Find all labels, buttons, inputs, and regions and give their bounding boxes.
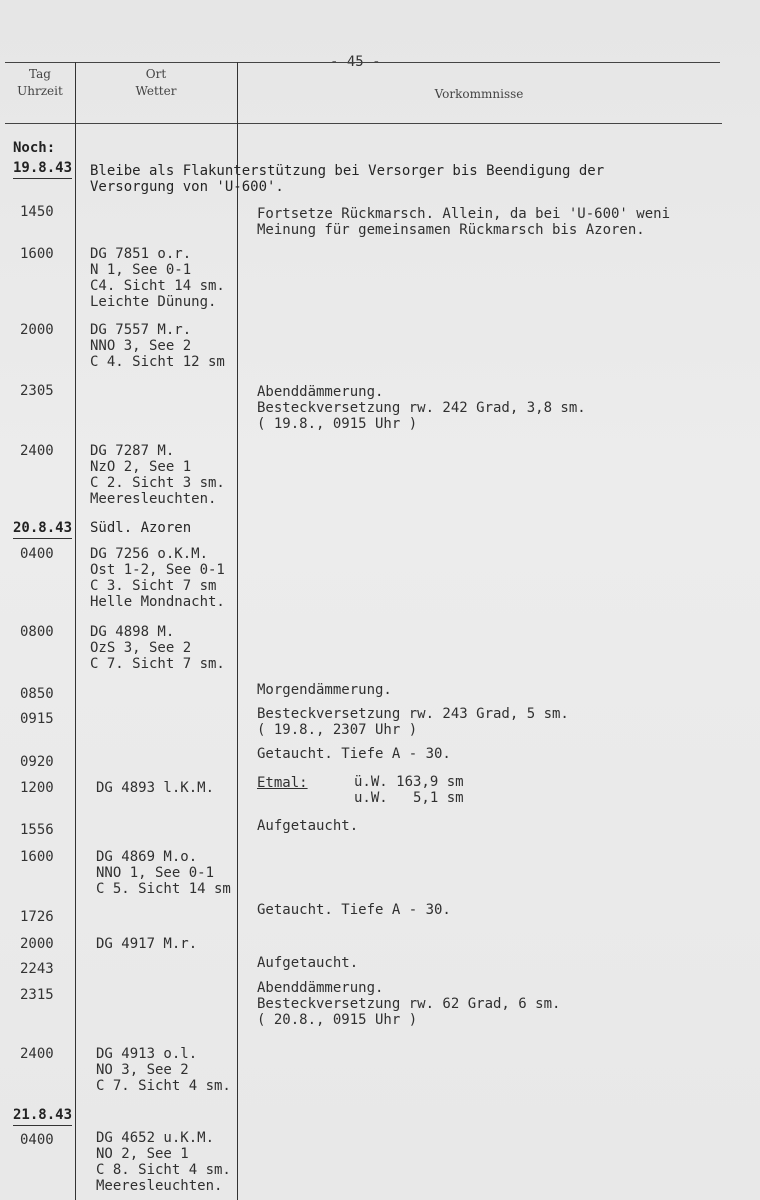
header-wetter: Wetter bbox=[135, 84, 177, 98]
time-1450: 1450 bbox=[20, 204, 54, 220]
date-21-8-43: 21.8.43 bbox=[13, 1107, 72, 1123]
ort-2000-b: DG 4917 M.r. bbox=[96, 936, 198, 952]
time-1556: 1556 bbox=[20, 822, 54, 838]
event-2243: Aufgetaucht. bbox=[257, 955, 359, 971]
ort-2000: DG 7557 M.r. NNO 3, See 2 C 4. Sicht 12 sm bbox=[90, 322, 225, 370]
ort-2400: DG 7287 M. NzO 2, See 1 C 2. Sicht 3 sm. Meeresleuchten. bbox=[90, 443, 225, 507]
entry-20-8-location: Südl. Azoren bbox=[90, 520, 192, 536]
event-1450: Fortsetze Rückmarsch. Allein, da bei 'U-600' weni Meinung für gemeinsamen Rückmarsch bis Azoren. bbox=[257, 206, 671, 238]
time-0400: 0400 bbox=[20, 546, 54, 562]
time-0850: 0850 bbox=[20, 686, 54, 702]
header-bottom-rule bbox=[5, 123, 722, 124]
time-2243: 2243 bbox=[20, 961, 54, 977]
ort-1200: DG 4893 l.K.M. bbox=[96, 780, 215, 796]
date-20-8-43: 20.8.43 bbox=[13, 520, 72, 536]
header-ort-wetter bbox=[76, 66, 236, 100]
time-0800: 0800 bbox=[20, 624, 54, 640]
time-2305: 2305 bbox=[20, 383, 54, 399]
ort-0400: DG 7256 o.K.M. Ost 1-2, See 0-1 C 3. Sicht 7 sm Helle Mondnacht. bbox=[90, 546, 225, 610]
time-2000-b: 2000 bbox=[20, 936, 54, 952]
time-0400-b: 0400 bbox=[20, 1132, 54, 1148]
header-tag: Tag bbox=[29, 67, 51, 81]
time-0915: 0915 bbox=[20, 711, 54, 727]
ort-0800: DG 4898 M. OzS 3, See 2 C 7. Sicht 7 sm. bbox=[90, 624, 225, 672]
event-2305: Abenddämmerung. Besteckversetzung rw. 242 Grad, 3,8 sm. ( 19.8., 0915 Uhr ) bbox=[257, 384, 586, 432]
ort-2400-b: DG 4913 o.l. NO 3, See 2 C 7. Sicht 4 sm. bbox=[96, 1046, 231, 1094]
page-number: - 45 - bbox=[330, 54, 381, 70]
time-2400-b: 2400 bbox=[20, 1046, 54, 1062]
date-19-8-43: 19.8.43 bbox=[13, 160, 72, 176]
header-uhrzeit: Uhrzeit bbox=[17, 84, 63, 98]
time-2400: 2400 bbox=[20, 443, 54, 459]
event-0920: Getaucht. Tiefe A - 30. bbox=[257, 746, 451, 762]
time-2000: 2000 bbox=[20, 322, 54, 338]
ort-1600: DG 7851 o.r. N 1, See 0-1 C4. Sicht 14 sm. Leichte Dünung. bbox=[90, 246, 225, 310]
event-2315: Abenddämmerung. Besteckversetzung rw. 62 Grad, 6 sm. ( 20.8., 0915 Uhr ) bbox=[257, 980, 561, 1028]
time-1600-b: 1600 bbox=[20, 849, 54, 865]
header-top-rule bbox=[5, 62, 720, 63]
entry-19-8-text: Bleibe als Flakunterstützung bei Versorger bis Beendigung der Versorgung von 'U-600'. bbox=[90, 163, 605, 195]
time-0920: 0920 bbox=[20, 754, 54, 770]
event-0850: Morgendämmerung. bbox=[257, 682, 392, 698]
event-1556: Aufgetaucht. bbox=[257, 818, 359, 834]
event-1200-etmal: ü.W. 163,9 sm u.W. 5,1 sm bbox=[354, 774, 464, 806]
noch-label: Noch: bbox=[13, 140, 56, 156]
column-rule-1 bbox=[75, 62, 76, 1200]
ort-1600-b: DG 4869 M.o. NNO 1, See 0-1 C 5. Sicht 14 sm bbox=[96, 849, 231, 897]
event-0915: Besteckversetzung rw. 243 Grad, 5 sm. ( 19.8., 2307 Uhr ) bbox=[257, 706, 569, 738]
ort-0400-b: DG 4652 u.K.M. NO 2, See 1 C 8. Sicht 4 sm. Meeresleuchten. bbox=[96, 1130, 231, 1194]
time-1200: 1200 bbox=[20, 780, 54, 796]
time-2315: 2315 bbox=[20, 987, 54, 1003]
header-tag-uhrzeit bbox=[5, 66, 75, 100]
column-rule-2 bbox=[237, 62, 238, 1200]
header-vorkommnisse: Vorkommnisse bbox=[434, 87, 524, 101]
time-1726: 1726 bbox=[20, 909, 54, 925]
event-1726: Getaucht. Tiefe A - 30. bbox=[257, 902, 451, 918]
time-1600: 1600 bbox=[20, 246, 54, 262]
etmal-label: Etmal: bbox=[257, 775, 308, 791]
header-ort: Ort bbox=[145, 67, 167, 81]
